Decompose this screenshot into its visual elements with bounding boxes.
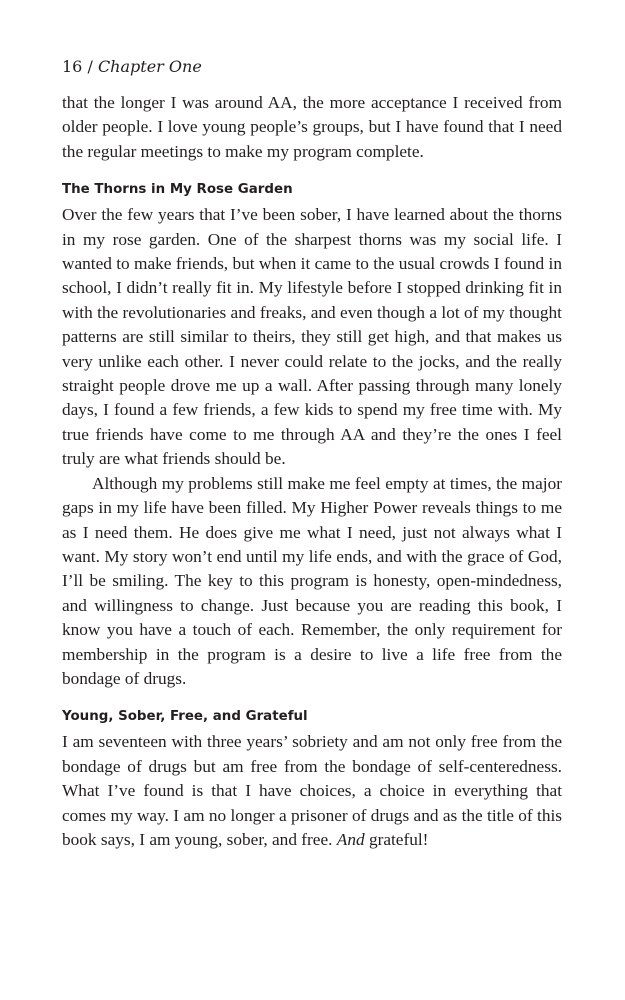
grateful-paragraph	[62, 730, 562, 852]
page-number: 16	[62, 57, 83, 76]
section-heading-grateful: Young, Sober, Free, and Grateful	[62, 709, 308, 725]
book-page	[62, 55, 562, 852]
grateful-paragraph-emphasis: And	[336, 829, 365, 849]
chapter-title: Chapter One	[97, 57, 202, 76]
thorns-paragraph-2: Although my problems still make me feel empty at times, the major gaps in my life have been filled. My Higher Power reveals things to me as I need them. He does give me what I need, just not always what I want. My story won’t end until my life ends, and with the grace of God, I’ll be smiling. The key to this program is honesty, open-mindedness, and willingness to change. Just because you are reading this book, I know you have a touch of each. Remember, the only requirement for membership in the program is a desire to live a life free from the bondage of drugs.	[62, 473, 562, 688]
running-head-separator: /	[87, 57, 93, 76]
grateful-paragraph-text: I am seventeen with three years’ sobriety and am not only free from the bondage of drugs but am free from the bondage of self-centeredness. What I’ve found is that I have choices, a choice in everything that comes my way. I am no longer a prisoner of drugs and as the title of this book says, I am young, sober, and free.	[62, 732, 562, 849]
thorns-paragraph-1: Over the few years that I’ve been sober, I have learned about the thorns in my rose garden. One of the sharpest thorns was my social life. I wanted to make friends, but when it came to the usual crowds I found in school, I didn’t really fit in. My lifestyle before I stopped drinking fit in with the revolutionaries and freaks, and even though a lot of my thought patterns are still similar to theirs, they still get high, and that makes us very unlike each other. I never could relate to the jocks, and the really straight people drove me up a wall. After passing through many lonely days, I found a few friends, a few kids to spend my free time with. My true friends have come to me through AA and they’re the ones I feel truly are what friends should be.	[62, 205, 562, 469]
running-head	[62, 55, 562, 79]
grateful-paragraph-end: grateful!	[364, 829, 429, 849]
intro-paragraph: that the longer I was around AA, the more acceptance I received from older people. I love young people’s groups, but I have found that I need the regular meetings to make my program complete.	[62, 93, 562, 161]
section-heading-thorns: The Thorns in My Rose Garden	[62, 182, 293, 198]
